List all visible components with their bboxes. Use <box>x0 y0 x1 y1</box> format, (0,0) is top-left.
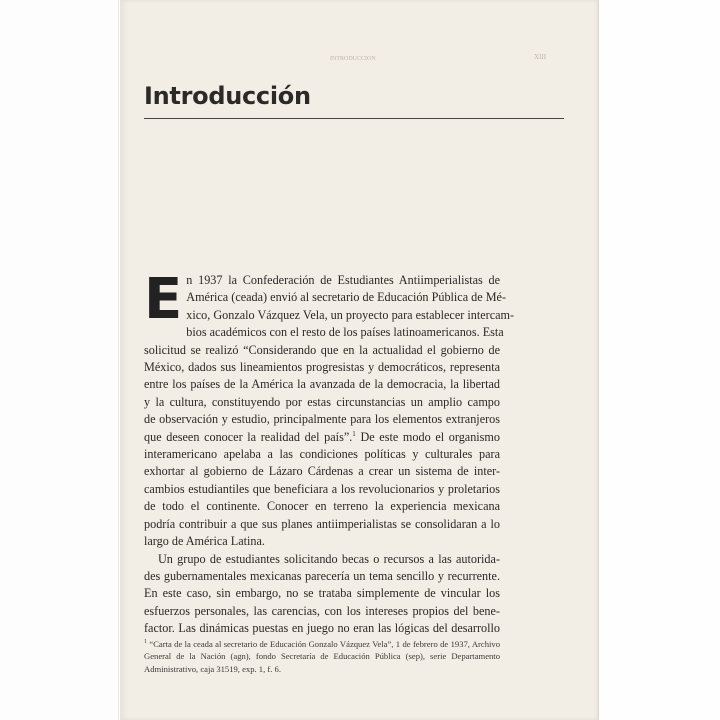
page-number: XIII <box>534 53 547 61</box>
text-line: largo de América Latina. <box>144 534 265 549</box>
text-line: En este caso, sin embargo, no se trataba simplemente de vincular los <box>144 586 500 601</box>
text-line: xico, Gonzalo Vázquez Vela, un proyecto para establecer intercam- <box>186 307 515 322</box>
text-line: Un grupo de estudiantes solicitando becas o recursos a las autorida- <box>158 551 500 566</box>
footnote <box>144 636 500 675</box>
text-line: esfuerzos personales, las carencias, con los intereses propios del bene- <box>144 603 500 618</box>
background-left <box>0 0 119 720</box>
text-line: factor. Las dinámicas puestas en juego no eran las lógicas del desarrollo <box>144 621 500 636</box>
text-line: n 1937 la Confederación de Estudiantes Antiimperialistas de <box>186 273 500 287</box>
text-fragment: De este modo el organismo <box>360 429 501 444</box>
text-line: bios académicos con el resto de los países latinoamericanos. Esta <box>186 325 504 340</box>
text-line: cambios estudiantiles que beneficiara a los revolucionarios y proletarios <box>144 481 500 496</box>
text-line <box>144 429 500 446</box>
footnote-marker: 1 <box>144 639 147 645</box>
text-line: y la cultura, constituyendo por estas circunstancias un amplio campo <box>144 394 500 409</box>
text-line: solicitud se realizó “Considerando que en la actualidad el gobierno de <box>144 342 500 357</box>
text-line: de observación y estudio, principalmente para los elementos extranjeros <box>144 412 500 427</box>
text-line: interamericano apelaba a las condiciones políticas y culturales para <box>144 447 500 462</box>
text-line: América (ceada) envió al secretario de Educación Pública de Mé- <box>186 290 507 305</box>
footnote-reference[interactable]: 1 <box>352 429 356 438</box>
text-line: de todo el continente. Conocer en terreno la experiencia mexicana <box>144 499 500 514</box>
text-line: exhortar al gobierno de Lázaro Cárdenas a crear un sistema de inter- <box>144 464 500 479</box>
drop-cap: E <box>144 267 183 332</box>
background-right <box>598 0 720 720</box>
text-line: entre los países de la América la avanzada de la democracia, la libertad <box>144 377 500 392</box>
paragraph-2 <box>144 551 500 638</box>
running-head: INTRODUCCIÓN <box>330 56 376 62</box>
text-line: México, dados sus lineamientos progresistas y democráticos, representa <box>144 360 500 375</box>
footnote-text: “Carta de la ceada al secretario de Educación Gonzalo Vázquez Vela”, 1 de febrero de 1937, Archivo General de la Nación (agn), fondo Secretaría de Educación Pública (sep), serie Departamento Administrativo, caja 31519, exp. 1, f. 6. <box>144 638 500 674</box>
text-line: podría contribuir a que sus planes antiimperialistas se consolidaran a lo <box>144 516 500 531</box>
text-fragment: que deseen conocer la realidad del país”. <box>144 429 353 444</box>
paragraph-1 <box>144 267 515 551</box>
title-rule <box>144 118 564 119</box>
text-line: des gubernamentales mexicanas parecería un tema sencillo y recurrente. <box>144 568 500 583</box>
body-text <box>144 267 515 638</box>
chapter-title: Introducción <box>144 82 311 110</box>
